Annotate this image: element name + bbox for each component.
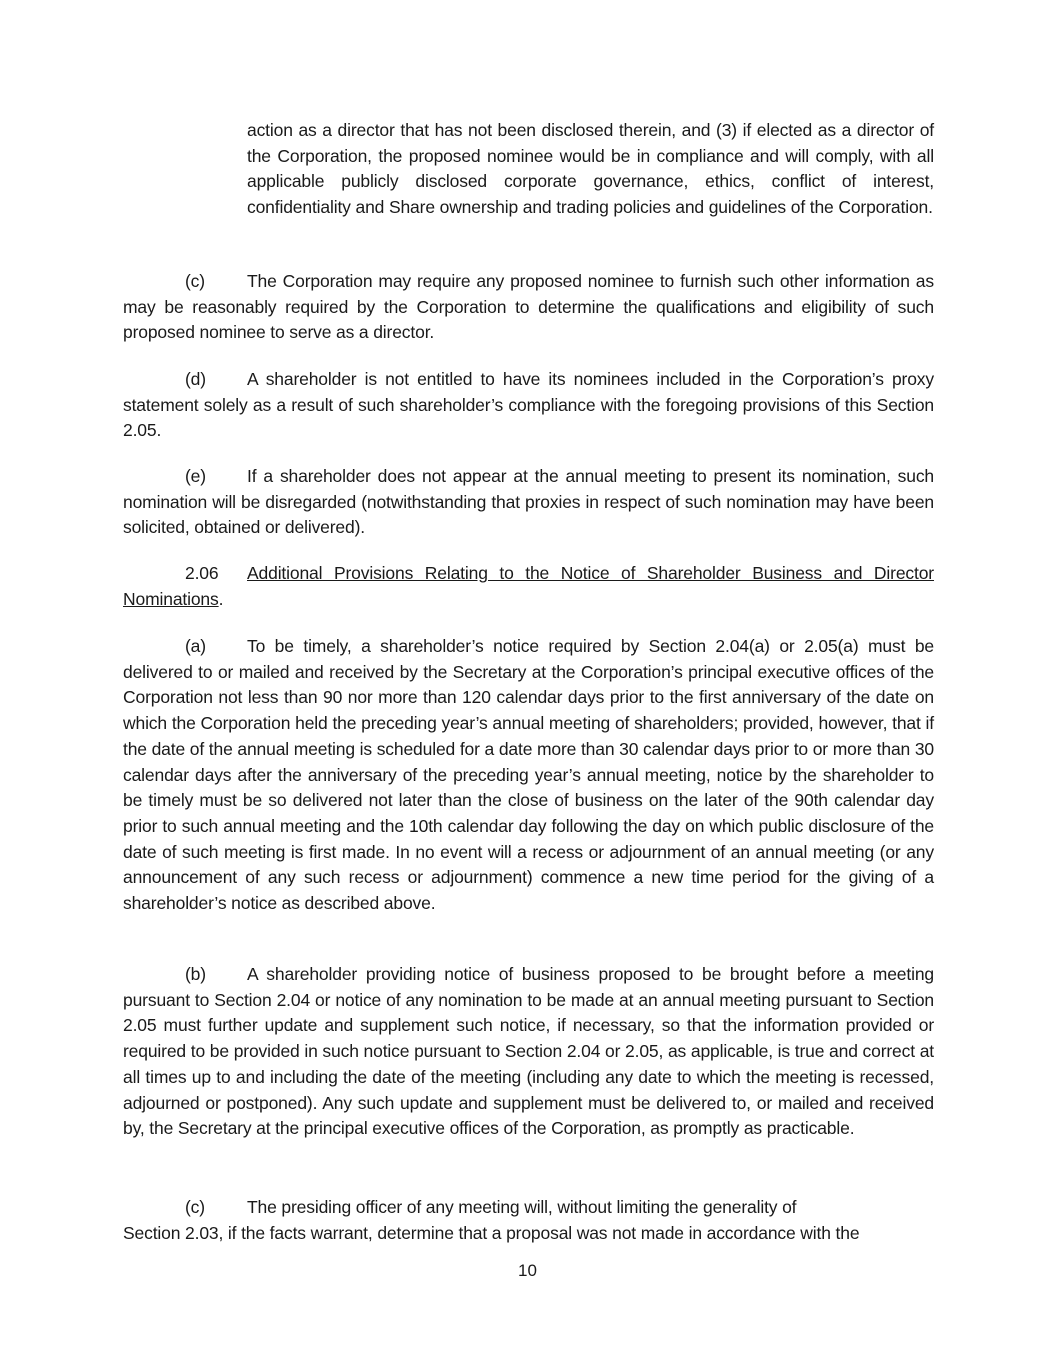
section-heading: [123, 561, 934, 612]
paragraph-label: (c): [185, 1197, 205, 1217]
paragraph-206-a: [123, 634, 934, 917]
page-number: 10: [518, 1261, 537, 1280]
paragraph-206-b: [123, 962, 934, 1142]
paragraph-text: To be timely, a shareholder’s notice required by Section 2.04(a) or 2.05(a) must be delivered to or mailed and received by the Secretary at the Corporation’s principal executive offices of the Corporation not less than 90 nor more than 120 calendar days prior to the first anniversary of the date on which the Corporation held the preceding year’s annual meeting of shareholders; provided, however, that if the date of the annual meeting is scheduled for a date more than 30 calendar days prior to or more than 30 calendar days after the anniversary of the preceding year’s annual meeting, notice by the shareholder to be timely must be so delivered not later than the close of business on the later of the 90th calendar day prior to such annual meeting and the 10th calendar day following the day on which public disclosure of the date of such meeting is first made. In no event will a recess or adjournment of an annual meeting (or any announcement of any such recess or adjournment) commence a new time period for the giving of a shareholder’s notice as described above.: [123, 636, 935, 914]
paragraph-text: The Corporation may require any proposed nominee to furnish such other information as may be reasonably required by the Corporation to determine the qualifications and eligibility of such proposed nominee to serve as a director.: [123, 271, 934, 343]
paragraph-label: (b): [185, 964, 206, 984]
section-number: 2.06: [185, 563, 219, 583]
paragraph-e: [123, 464, 934, 541]
paragraph-c: [123, 269, 934, 346]
paragraph-label: (e): [185, 466, 206, 486]
paragraph-label: (c): [185, 271, 205, 291]
paragraph-text-line-2: Section 2.03, if the facts warrant, determine that a proposal was not made in accordance with the: [123, 1222, 860, 1243]
continued-clause-text: action as a director that has not been disclosed therein, and (3) if elected as a director of the Corporation, the proposed nominee would be in compliance and will comply, with all applicable publicly disclosed corporate governance, ethics, conflict of interest, confidentiality and Share ownership and trading policies and guidelines of the Corporation.: [247, 120, 934, 218]
paragraph-d: [123, 367, 934, 444]
paragraph-206-c: [123, 1195, 934, 1246]
paragraph-text: A shareholder is not entitled to have its nominees included in the Corporation’s proxy statement solely as a result of such shareholder’s compliance with the foregoing provisions of this Section 2.05.: [123, 369, 934, 441]
paragraph-text: A shareholder providing notice of business proposed to be brought before a meeting pursuant to Section 2.04 or notice of any nomination to be made at an annual meeting pursuant to Section 2.05 must further update and supplement such notice, if necessary, so that the information provided or required to be provided in such notice pursuant to Section 2.04 or 2.05, as applicable, is true and correct at all times up to and including the date of the meeting (including any date to which the meeting is recessed, adjourned or postponed). Any such update and supplement must be delivered to, or mailed and received by, the Secretary at the principal executive offices of the Corporation, as promptly as practicable.: [123, 964, 934, 1139]
paragraph-text-line-1: The presiding officer of any meeting will, without limiting the generality of: [247, 1197, 797, 1217]
section-title: Additional Provisions Relating to the Notice of Shareholder Business and Director Nominations: [123, 563, 934, 609]
section-title-period: .: [218, 588, 224, 609]
paragraph-text: If a shareholder does not appear at the annual meeting to present its nomination, such nomination will be disregarded (notwithstanding that proxies in respect of such nomination may have been solicited, obtained or delivered).: [123, 466, 934, 538]
paragraph-label: (d): [185, 369, 206, 389]
paragraph-label: (a): [185, 636, 206, 656]
